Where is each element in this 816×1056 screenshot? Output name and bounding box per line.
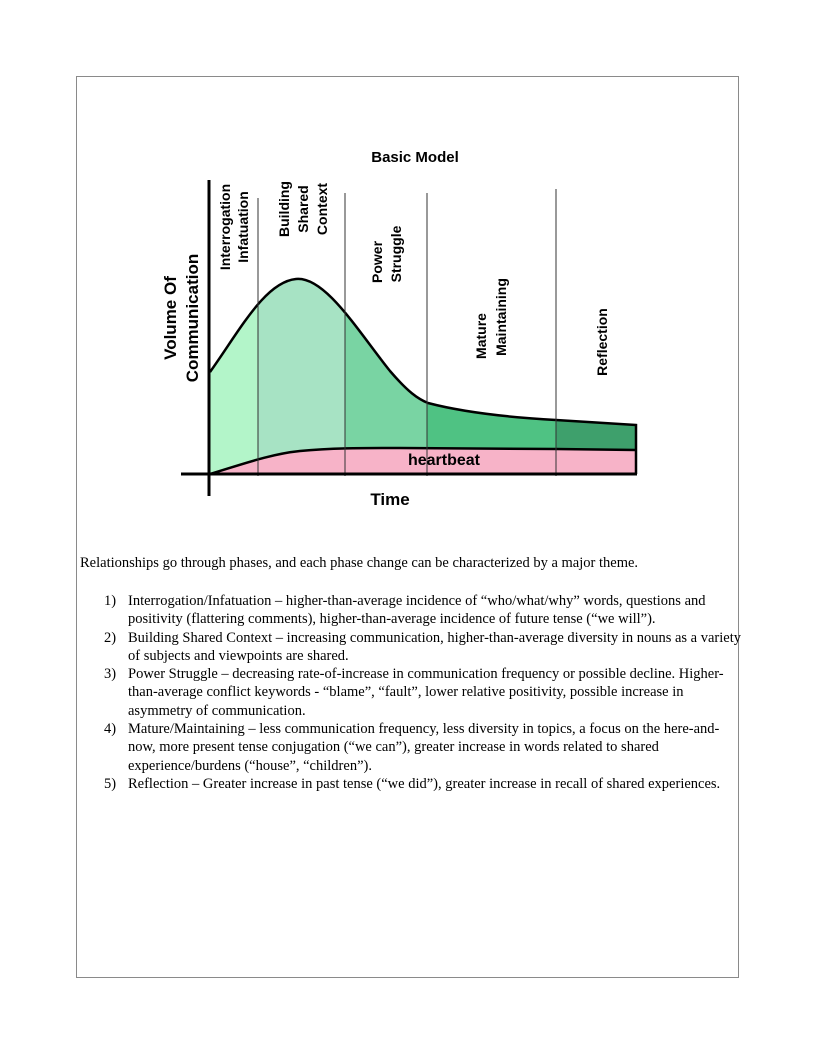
item-text: Building Shared Context – increasing communication, higher-than-average diversity in nouns as a variety of subjects and viewpoints are shared. <box>128 629 741 664</box>
phase-label-shared: Shared <box>295 185 311 233</box>
item-number: 2) <box>104 629 117 646</box>
item-text: Power Struggle – decreasing rate-of-increase in communication frequency or possible decline. Higher-than-average conflict keywords - “blame”, “fault”, lower relative positivity, possible increase in asymmetry of communication. <box>128 666 724 719</box>
item-number: 5) <box>104 775 117 792</box>
item-text: Reflection – Greater increase in past tense (“we did”), greater increase in recall of shared experiences. <box>128 775 721 792</box>
phase-label-mature: Mature <box>473 313 489 359</box>
item-number: 3) <box>104 666 117 683</box>
item-number: 1) <box>104 593 117 609</box>
heartbeat-label: heartbeat <box>407 452 481 469</box>
phase-label-infatuation: Infatuation <box>235 191 251 263</box>
phase-label-reflection: Reflection <box>594 308 610 376</box>
diagram-title: Basic Model <box>371 149 459 166</box>
item-text: Mature/Maintaining – less communication frequency, less diversity in topics, a focus on the here-and-now, more present tense conjugation (“we can”), greater increase in words related to shared experience/burdens (“house”, “children”). <box>128 721 720 774</box>
phase-label-building: Building <box>276 181 292 237</box>
y-axis-label-line-1: Volume Of <box>161 276 180 360</box>
list-item <box>80 629 742 666</box>
phase-label-maintaining: Maintaining <box>493 278 509 356</box>
volume-area <box>210 200 638 480</box>
phase-label-interrogation: Interrogation <box>217 183 233 271</box>
item-number: 4) <box>104 721 117 738</box>
item-text: Interrogation/Infatuation – higher-than-average incidence of “who/what/why” words, questions and positivity (flattering comments), higher-than-average incidence of future tense (“we will”). <box>128 593 706 628</box>
phase-descriptions <box>80 592 742 793</box>
list-item <box>80 592 742 629</box>
x-axis-label: Time <box>370 490 410 509</box>
phase-label-struggle: Struggle <box>388 225 404 283</box>
list-item <box>80 665 742 720</box>
phase-band-power-struggle <box>345 200 427 480</box>
intro-paragraph: Relationships go through phases, and each phase change can be characterized by a major theme. <box>80 555 639 571</box>
list-item <box>80 775 742 793</box>
phase-band-mature-maintaining <box>427 200 556 480</box>
phase-label-power: Power <box>369 240 385 284</box>
phase-band-building-shared-context <box>258 200 345 480</box>
y-axis-label-line-2: Communication <box>183 253 202 383</box>
list-item <box>80 720 742 775</box>
phase-label-context: Context <box>314 182 330 236</box>
